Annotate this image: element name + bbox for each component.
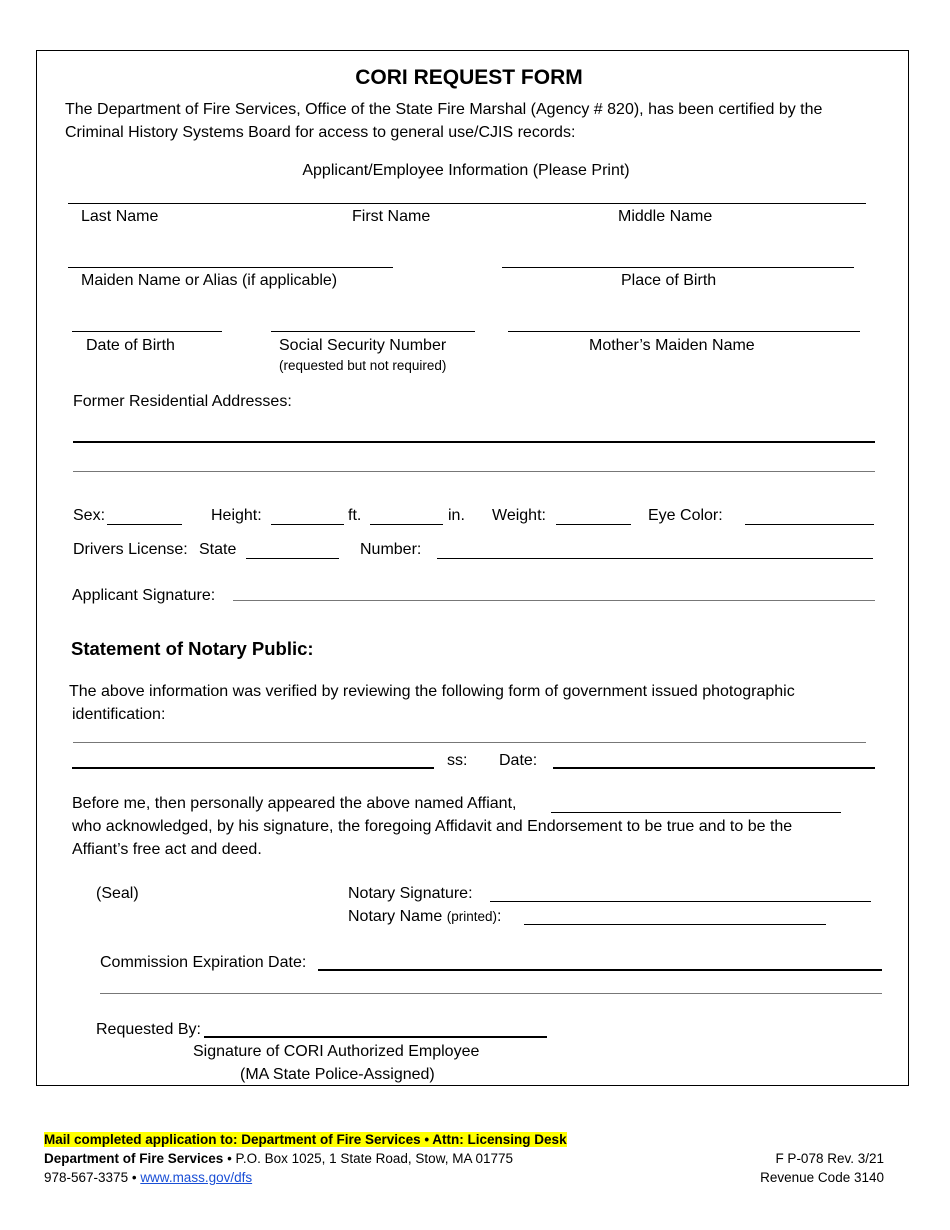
applicant-signature-label: Applicant Signature: xyxy=(72,587,216,604)
last-name-label: Last Name xyxy=(81,208,159,225)
notary-heading: Statement of Notary Public: xyxy=(71,638,314,659)
maiden-alias-label: Maiden Name or Alias (if applicable) xyxy=(81,272,338,289)
first-name-label: First Name xyxy=(352,208,431,225)
ssn-note: (requested but not required) xyxy=(279,358,447,373)
commission-label: Commission Expiration Date: xyxy=(100,954,307,971)
form-border xyxy=(36,50,909,1086)
number-label: Number: xyxy=(360,541,422,558)
height-ft-line[interactable] xyxy=(271,524,344,525)
phone-text: 978-567-3375 • xyxy=(44,1170,141,1185)
license-state-line[interactable] xyxy=(246,558,339,559)
place-of-birth-label: Place of Birth xyxy=(621,272,717,289)
dept-address xyxy=(44,1151,513,1166)
eye-color-line[interactable] xyxy=(745,524,874,525)
ssn-label: Social Security Number xyxy=(279,337,447,354)
sex-line[interactable] xyxy=(107,524,182,525)
ssn-line[interactable] xyxy=(271,331,475,332)
date-label: Date: xyxy=(499,752,538,769)
sex-label: Sex: xyxy=(73,507,106,524)
affiant-line-1: Before me, then personally appeared the above named Affiant, xyxy=(72,795,517,812)
height-in-line[interactable] xyxy=(370,524,443,525)
address-line-1[interactable] xyxy=(73,441,875,443)
assigned-label: (MA State Police-Assigned) xyxy=(240,1066,435,1083)
notary-name-colon: : xyxy=(496,908,502,925)
mail-instructions xyxy=(44,1132,567,1147)
form-number: F P-078 Rev. 3/21 xyxy=(775,1151,884,1166)
eye-color-label: Eye Color: xyxy=(648,507,723,524)
full-name-line[interactable] xyxy=(68,203,866,204)
dept-name: Department of Fire Services xyxy=(44,1151,224,1166)
ss-label: ss: xyxy=(447,752,468,769)
dob-label: Date of Birth xyxy=(86,337,175,354)
mail-highlight: Mail completed application to: Department of Fire Services • Attn: Licensing Desk xyxy=(44,1132,567,1147)
ft-label: ft. xyxy=(348,507,362,524)
address-text: • P.O. Box 1025, 1 State Road, Stow, MA 01775 xyxy=(223,1151,513,1166)
license-number-line[interactable] xyxy=(437,558,873,559)
commission-line-2[interactable] xyxy=(100,993,882,994)
commission-line[interactable] xyxy=(318,969,882,971)
applicant-signature-line[interactable] xyxy=(233,600,875,601)
revenue-code: Revenue Code 3140 xyxy=(760,1170,884,1185)
county-line[interactable] xyxy=(72,767,434,769)
cori-signature-label: Signature of CORI Authorized Employee xyxy=(193,1043,480,1060)
intro-line-1: The Department of Fire Services, Office of the State Fire Marshal (Agency # 820), has been certified by the xyxy=(65,101,823,118)
section-heading: Applicant/Employee Information (Please Print) xyxy=(302,162,630,179)
notary-name-label: Notary Name xyxy=(348,908,443,925)
id-type-line[interactable] xyxy=(73,742,866,743)
requested-by-label: Requested By: xyxy=(96,1021,201,1038)
notary-name-wrap xyxy=(348,908,501,926)
weight-line[interactable] xyxy=(556,524,631,525)
middle-name-label: Middle Name xyxy=(618,208,713,225)
height-label: Height: xyxy=(211,507,262,524)
place-of-birth-line[interactable] xyxy=(502,267,854,268)
state-label: State xyxy=(199,541,237,558)
verified-line-2: identification: xyxy=(72,706,166,723)
notary-signature-line[interactable] xyxy=(490,901,871,902)
drivers-license-label: Drivers License: xyxy=(73,541,188,558)
dob-line[interactable] xyxy=(72,331,222,332)
maiden-alias-line[interactable] xyxy=(68,267,393,268)
verified-line-1: The above information was verified by reviewing the following form of government issued photographic xyxy=(69,683,795,700)
seal-label: (Seal) xyxy=(96,885,139,902)
weight-label: Weight: xyxy=(492,507,546,524)
affiant-name-line[interactable] xyxy=(551,812,841,813)
address-line-2[interactable] xyxy=(73,471,875,472)
intro-line-2: Criminal History Systems Board for access to general use/CJIS records: xyxy=(65,124,576,141)
notary-signature-label: Notary Signature: xyxy=(348,885,473,902)
mothers-maiden-line[interactable] xyxy=(508,331,860,332)
notary-name-line[interactable] xyxy=(524,924,826,925)
affiant-line-3: Affiant’s free act and deed. xyxy=(72,841,262,858)
website-link[interactable]: www.mass.gov/dfs xyxy=(140,1170,253,1185)
mothers-maiden-label: Mother’s Maiden Name xyxy=(589,337,755,354)
form-title: CORI REQUEST FORM xyxy=(355,66,583,89)
former-addresses-label: Former Residential Addresses: xyxy=(73,393,292,410)
affiant-line-2: who acknowledged, by his signature, the foregoing Affidavit and Endorsement to be true and to be the xyxy=(72,818,793,835)
printed-note: (printed) xyxy=(446,909,497,924)
notary-date-line[interactable] xyxy=(553,767,875,769)
requested-by-line[interactable] xyxy=(204,1036,547,1038)
in-label: in. xyxy=(448,507,465,524)
contact-line xyxy=(44,1170,252,1185)
